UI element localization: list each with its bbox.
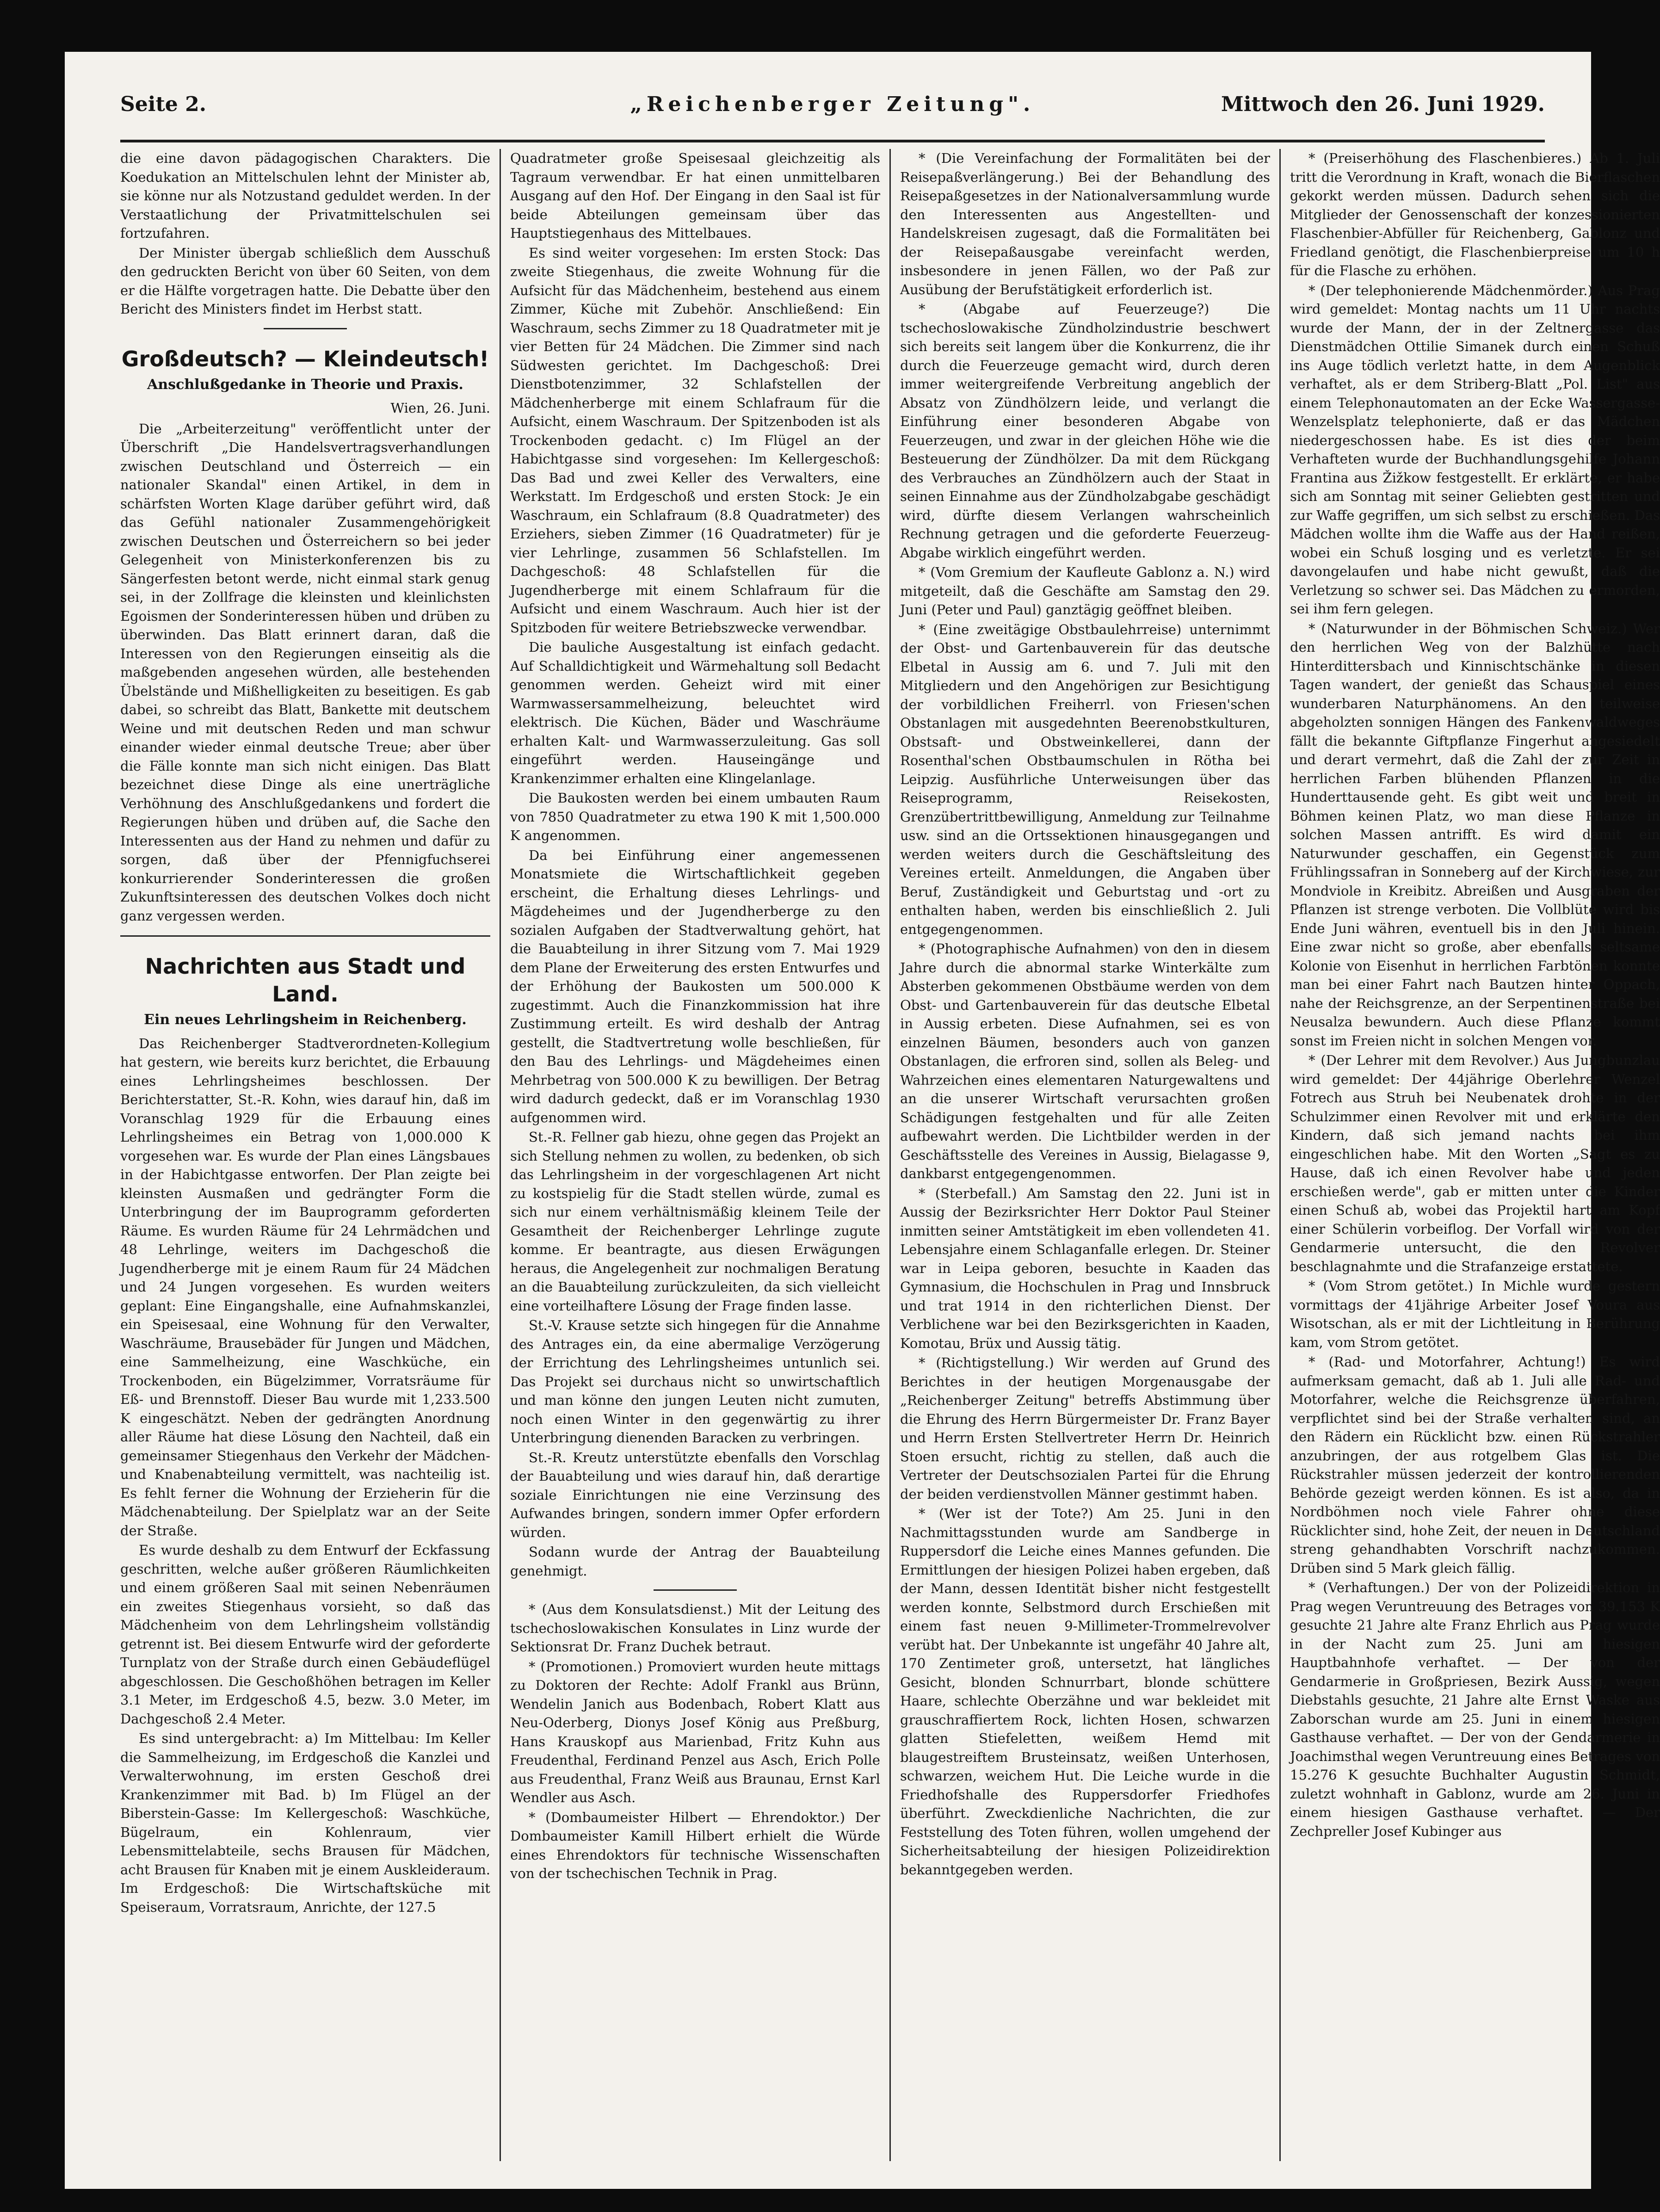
paragraph: Sodann wurde der Antrag der Bauabteilung genehmigt.: [510, 1544, 880, 1579]
column-3: [900, 149, 1270, 2161]
news-item: * (Die Vereinfachung der Formalitäten bei der Reisepaßverlängerung.) Bei der Behandlung des Reisepaßgesetzes in der Nationalversammlung wurde den Interessenten aus Angestellten- und Handelskreisen zugesagt, daß die Formalitäten bei der Reisepaßausgabe vereinfacht werden, insbesondere in jenen Fällen, wo der Paß zur Ausübung der Berufstätigkeit erforderlich ist.: [900, 150, 1270, 297]
separator: [120, 935, 490, 937]
news-item: * (Abgabe auf Feuerzeuge?) Die tschechoslowakische Zündholzindustrie beschwert sich bereits seit langem über die Konkurrenz, die ihr durch die Feuerzeuge gemacht wird, durch deren immer weitergreifende Verbreitung angeblich der Absatz von Zündhölzern leide, und verlangt die Einführung einer besonderen Abgabe von Feuerzeugen, und zwar in der gleichen Höhe wie die Besteuerung der Zündhölzer. Da mit dem Rückgang des Verbrauches an Zündhölzern auch der Staat in seinen Einnahme aus der Zündholzabgabe geschädigt wird, dürfte diesem Verlangen wahrscheinlich Rechnung getragen und die geforderte Feuerzeug-Abgabe wirklich eingeführt werden.: [900, 301, 1270, 561]
paragraph: Es sind untergebracht: a) Im Mittelbau: Im Keller die Sammelheizung, im Erdgeschoß die Kanzlei und Verwalterwohnung, im ersten Geschoß drei Krankenzimmer mit Bad. b) Im Flügel an der Biberstein-Gasse: Im Kellergeschoß: Waschküche, Bügelraum, ein Kohlenraum, vier Lebensmittelabteile, sechs Brausen für Mädchen, acht Brausen für Knaben mit je einem Auskleideraum. Im Erdgeschoß: Die Wirtschaftsküche mit Speiseraum, Vorratsraum, Anrichte, der 127.5: [120, 1730, 490, 1915]
news-item: * (Der Lehrer mit dem Revolver.) Aus Jungbunzlau wird gemeldet: Der 44jährige Oberlehrer Wenzel Fotrech aus Struh bei Neubenatek drohte in der Schulzimmer einen Revolver mit und erklärte den Kindern, daß sich jemand nachts bei ihm eingeschlichen habe. Mit den Worten „Sagt es zu Hause, daß ich einen Revolver habe und jeden erschießen werde", gab er mitten unter die Kinder einen Schuß ab, wobei das Projektil hart am Kopf einer Schülerin vorbeiflog. Der Vorfall wird von der Gendarmerie untersucht, die den Revolver beschlagnahmte und die Strafanzeige erstattete.: [1290, 1052, 1660, 1274]
article-columns: [120, 149, 1660, 2161]
article-headline: Großdeutsch? — Kleindeutsch!: [121, 346, 489, 371]
paragraph: die eine davon pädagogischen Charakters. Die Koedukation an Mittelschulen lehnt der Minister ab, sie könne nur als Notzustand geduldet werden. In der Verstaatlichung der Privatmittelschulen sei fortzufahren.: [120, 150, 490, 241]
paragraph: Das Reichenberger Stadtverordneten-Kollegium hat gestern, wie bereits kurz berichtet, die Erbauung eines Lehrlingsheimes beschlossen. Der Berichterstatter, St.-R. Kohn, wies darauf hin, daß im Voranschlag 1929 für die Erbauung eines Lehrlingsheimes ein Betrag von 1,000.000 K vorgesehen war. Es wurde der Plan eines Längsbaues in der Habichtgasse entworfen. Der Plan zeigte bei kleinsten Ausmaßen und gedrängter Form die Unterbringung der im Bauprogramm geforderten Räume. Es wurden Räume für 24 Lehrmädchen und 48 Lehrlinge, weiters im Dachgeschoß die Jugendherberge mit je einem Raum für 24 Mädchen und 24 Jungen vorgesehen. Es wurden weiters geplant: Eine Eingangshalle, eine Aufnahmskanzlei, ein Speisesaal, eine Wohnung für den Verwalter, Waschräume, Brausebäder für Jungen und Mädchen, eine Sammelheizung, eine Waschküche, ein Trockenboden, ein Bügelzimmer, Vorratsräume für Eß- und Brennstoff. Dieser Bau wurde mit 1,233.500 K eingeschätzt. Neben der gedrängten Anordnung aller Räume hat diese Lösung den Nachteil, daß ein gemeinsamer Stiegenhaus den Verkehr der Mädchen- und Knabenabteilung vermittelt, was nachteilig ist. Es fehlt ferner die Wohnung der Erzieherin für die Mädchenabteilung. Der Spielplatz war an der Seite der Straße.: [120, 1035, 490, 1539]
news-item: * (Wer ist der Tote?) Am 25. Juni in den Nachmittagsstunden wurde am Sandberge in Ruppersdorf die Leiche eines Mannes gefunden. Die Ermittlungen der hiesigen Polizei haben ergeben, daß der Mann, dessen Identität bisher nicht festgestellt werden konnte, Selbstmord durch Erschießen mit einem fast neuen 9-Millimeter-Trommelrevolver verübt hat. Der Unbekannte ist ungefähr 40 Jahre alt, 170 Zentimeter groß, untersetzt, hat längliches Gesicht, blonden Schnurrbart, blonde schüttere Haare, schlechte Oberzähne und war bekleidet mit grauschraffiertem Rock, lichten Hosen, schwarzen glatten Stiefeletten, weißem Hemd mit blaugestreiftem Brusteinsatz, weißen Unterhosen, schwarzen, weichem Hut. Die Leiche wurde in die Friedhofshalle des Ruppersdorfer Friedhofes überführt. Zweckdienliche Nachrichten, die zur Feststellung des Toten führen, wollen umgehend der Sicherheitsabteilung der hiesigen Polizeidirektion bekanntgegeben werden.: [900, 1506, 1270, 1878]
article-subheadline: Ein neues Lehrlingsheim in Reichenberg.: [144, 1012, 467, 1028]
news-item: * (Eine zweitägige Obstbaulehrreise) unternimmt der Obst- und Gartenbauverein für das deutsche Elbetal in Aussig am 6. und 7. Juli mit den Mitgliedern und den Angehörigen zur Besichtigung der vorbildlichen Freiherrl. von Friesen'schen Obstanlagen mit ausgedehnten Beerenobstkulturen, Obstsaft- und Obstweinkellerei, dann der Rosenthal'schen Obstbaumschulen in Rötha bei Leipzig. Ausführliche Unterweisungen über das Reiseprogramm, Reisekosten, Grenzübertrittbewilligung, Anmeldung zur Teilnahme usw. sind an die Ortssektionen hinausgegangen und werden weiters durch die Geschäftsleitung des Vereines erteilt. Anmeldungen, die Angaben über Beruf, Zuständigkeit und Geburtstag und -ort zu enthalten haben, werden bis einschließlich 2. Juli entgegengenommen.: [900, 621, 1270, 937]
paragraph: Es sind weiter vorgesehen: Im ersten Stock: Das zweite Stiegenhaus, die zweite Wohnung für die Aufsicht für das Mädchenheim, bestehend aus einem Zimmer, Küche mit Zubehör. Anschließend: Ein Waschraum, sechs Zimmer zu 18 Quadratmeter mit je vier Betten für 24 Mädchen. Die Zimmer sind nach Südwesten gerichtet. Im Dachgeschoß: Drei Dienstbotenzimmer, 32 Schlafstellen der Mädchenherberge mit einem Schlafraum für die Aufsicht, einem Waschraum. Der Spitzenboden ist als Trockenboden gedacht. c) Im Flügel an der Habichtgasse sind vorgesehen: Im Kellergeschoß: Das Bad und zwei Keller des Verwalters, eine Werkstatt. Im Erdgeschoß und ersten Stock: Je ein Waschraum, ein Schlafraum (8.8 Quadratmeter) des Erziehers, sieben Zimmer (16 Quadratmeter) für je vier Lehrlinge, zusammen 56 Schlafstellen. Im Dachgeschoß: 48 Schlafstellen für die Jugendherberge mit einem Schlafraum für die Aufsicht und einem Waschraum. Auch hier ist der Spitzboden für weitere Betriebszwecke verwendbar.: [510, 245, 880, 636]
news-item: * (Naturwunder in der Böhmischen Schweiz.) Wer den herrlichen Weg von der Balzhütte nach Hinterdittersbach und Kinnischtschänke in diesen Tagen wandert, der genießt das Schauspiel eines wunderbaren Naturphänomens. An den teilweise abgeholzten sonnigen Hängen des Fankenwaldweges fällt die bekannte Giftpflanze Fingerhut angesiedelt und derart vermehrt, daß die Zahl der zur Zeit in herrlichen Farben blühenden Pflanzen in die Hunderttausende geht. Es gibt weit und breit in Böhmen keinen Platz, wo man diese Pflanze in solchen Massen antrifft. Es wird damit ein Naturwunder geschaffen, ein Gegenstück zum Frühlingssafran in Sonneberg auf der Kirchwiese, zur Mondviole in Kreibitz. Abreißen und Ausgraben der Pflanzen ist strenge verboten. Die Vollblüte wird bis Ende Juni währen, eventuell bis in den Juli hinein. Eine zwar nicht so große, aber ebenfalls seltsame Kolonie von Eisenhut in herrlichen Farbtönen konnte man bei einer Fahrt nach Bautzen hinter Oppach, nahe der Reichsgrenze, an der Serpentinenstraße bei Neusalza bewundern. Auch diese Pflanze kommt sonst im Freien nicht in solchen Mengen vor.: [1290, 620, 1660, 1049]
news-item: * (Der telephonierende Mädchenmörder.) Aus Prag wird gemeldet: Montag nachts um 11 Uhr nachts wurde der Mann, der in der Zeltnergasse das Dienstmädchen Ottilie Simanek durch einen Schuß ins Auge tödlich verletzt hatte, in dem Augenblick verhaftet, als er dem Striberg-Blatt „Pol. List" aus einem Telephonautomaten an der Ecke Wassergasse-Wenzelsplatz telephonierte, daß er das Mädchen niedergeschossen habe. Es ist dies der beim Verhafteten wurde der Buchhandlungsgehilfe Johann Frantina aus Žižkow festgestellt. Er erklärte, er habe sich am Sonntag mit seiner Geliebten gestritten und zur Waffe gegriffen, um sich selbst zu erschießen. Das Mädchen wollte ihm die Waffe aus der Hand reißen, wobei ein Schuß losging und es verletzte. Er sei davongelaufen und habe nicht gewußt, daß die Verletzung so schwer sei. Das Mädchen zu ermorden, sei ihm fern gelegen.: [1290, 282, 1660, 617]
paragraph: Es wurde deshalb zu dem Entwurf der Eckfassung geschritten, welche außer größeren Räumlichkeiten und einem größeren Saal mit seinen Nebenräumen ein zweites Stiegenhaus vorsieht, so daß das Mädchenheim von dem Lehrlingsheim vollständig getrennt ist. Bei diesem Entwurfe wird der geforderte Turnplatz von der Straße durch einen Gebäudeflügel abgeschlossen. Die Geschoßhöhen betragen im Keller 3.1 Meter, im Erdgeschoß 4.5, bezw. 3.0 Meter, im Dachgeschoß 2.4 Meter.: [120, 1542, 490, 1727]
newspaper-title: „Reichenberger Zeitung".: [630, 93, 1035, 116]
news-item: * (Vom Gremium der Kaufleute Gablonz a. N.) wird mitgeteilt, daß die Geschäfte am Samstag den 29. Juni (Peter und Paul) ganztägig geöffnet bleiben.: [900, 564, 1270, 618]
column-rule: [889, 149, 891, 2161]
news-item: * (Verhaftungen.) Der von der Polizeidirektion in Prag wegen Veruntreuung des Betrages von 39.153 K gesuchte 21 Jahre alte Franz Ehrlich aus Prag wurde in der Nacht zum 25. Juni am hiesigen Hauptbahnhofe verhaftet. — Der von der Gendarmerie in Großpriesen, Bezirk Aussig, wegen Diebstahls gesuchte, 21 Jahre alte Ernst Waske aus Zaborschan wurde am 25. Juni in einem hiesigen Gasthause verhaftet. — Der von der Gendarmerie in Joachimsthal wegen Veruntreuung eines Betrages von 15.276 K gesuchte Buchhalter Augustin Schmidt, zuletzt wohnhaft in Gablonz, wurde am 26. Juni in einem hiesigen Gasthause verhaftet. — Der Zechpreller Josef Kubinger aus: [1290, 1580, 1660, 1839]
issue-date: Mittwoch den 26. Juni 1929.: [1221, 93, 1545, 116]
page-header: [120, 84, 1545, 142]
paragraph: Da bei Einführung einer angemessenen Monatsmiete die Wirtschaftlichkeit gegeben erscheint, die Erhaltung dieses Lehrlings- und Mägdeheimes und der Jugendherberge zu den sozialen Aufgaben der Stadtverwaltung gehört, hat die Bauabteilung in ihrer Sitzung vom 7. Mai 1929 dem Plane der Erweiterung des ersten Entwurfes und der Erhöhung der Baukosten um 500.000 K zugestimmt. Auch die Finanzkommission hat ihre Zustimmung erteilt. Es wird deshalb der Antrag gestellt, die Stadtvertretung wolle beschließen, für den Bau des Lehrlings- und Mägdeheimes einen Mehrbetrag von 500.000 K zu bewilligen. Der Betrag wird dadurch gedeckt, daß er im Voranschlag 1930 aufgenommen wird.: [510, 847, 880, 1125]
paragraph: Die Baukosten werden bei einem umbauten Raum von 7850 Quadratmeter zu etwa 190 K mit 1,500.000 K angenommen.: [510, 790, 880, 843]
separator: [654, 1589, 737, 1591]
section-headline: Nachrichten aus Stadt und Land.: [145, 954, 466, 1007]
column-4: [1290, 149, 1660, 2161]
page-number: Seite 2.: [120, 93, 207, 116]
paragraph: Quadratmeter große Speisesaal gleichzeitig als Tagraum verwendbar. Er hat einen unmittelbaren Ausgang auf den Hof. Der Eingang in den Saal ist für beide Abteilungen gemeinsam über das Hauptstiegenhaus des Mittelbaues.: [510, 150, 880, 241]
news-item: * (Preiserhöhung des Flaschenbieres.) Ab 1. Juli tritt die Verordnung in Kraft, wonach die Bierflaschen gekorkt werden müssen. Dadurch sehen sich die Mitglieder der Genossenschaft der konzessionierten Flaschenbier-Abfüller für Reichenberg, Gablonz und Friedland genötigt, die Flaschenbierpreise um 10 h für die Flasche zu erhöhen.: [1290, 150, 1660, 278]
news-item: * (Richtigstellung.) Wir werden auf Grund des Berichtes in der heutigen Morgenausgabe der „Reichenberger Zeitung" betreffs Abstimmung über die Ehrung des Herrn Bürgermeister Dr. Franz Bayer und Herrn Ersten Stellvertreter Herrn Dr. Heinrich Stoen ersucht, richtig zu stellen, daß auch die Vertreter der Deutschsozialen Partei für die Ehrung der beiden verdienstvollen Männer gestimmt haben.: [900, 1355, 1270, 1502]
paragraph: St.-V. Krause setzte sich hingegen für die Annahme des Antrages ein, da eine abermalige Verzögerung der Errichtung des Lehrlingsheimes untunlich sei. Das Projekt sei durchaus nicht so unwirtschaftlich und man könne den jungen Leuten nicht zumuten, noch einen Winter in den gegenwärtig zu ihrer Unterbringung dienenden Baracken zu verbringen.: [510, 1317, 880, 1446]
paragraph: Die bauliche Ausgestaltung ist einfach gedacht. Auf Schalldichtigkeit und Wärmehaltung soll Bedacht genommen werden. Geheizt wird mit einer Warmwassersammelheizung, beleuchtet wird elektrisch. Die Küchen, Bäder und Waschräume erhalten Kalt- und Warmwasserzuleitung. Gas soll eingeführt werden. Hauseingänge und Krankenzimmer erhalten eine Klingelanlage.: [510, 639, 880, 786]
paragraph: Der Minister übergab schließlich dem Ausschuß den gedruckten Bericht von über 60 Seiten, von dem er die Hälfte vorgetragen hatte. Die Debatte über den Bericht des Ministers findet im Herbst statt.: [120, 245, 490, 317]
column-2: [510, 149, 880, 2161]
newspaper-page: [65, 52, 1660, 2189]
column-rule: [500, 149, 501, 2161]
news-item: * (Rad- und Motorfahrer, Achtung!) Es wird aufmerksam gemacht, daß ab 1. Juli alle Rad- und Motorfahrer, welche die Reichsgrenze überfahren, verpflichtet sind bei der Straße verhalten sind, an den Rädern ein Rücklicht bzw. einen Rückstrahler anzubringen, der aus rotgelbem Glas ist. Die Rückstrahler müssen jederzeit der kontrollierenden Behörde gezeigt werden können. Es ist also, da in Nordböhmen noch viele Fahrer ohne diese Rücklichter sind, hohe Zeit, der neuen in Deutschland streng gehandhabten Vorschrift nachzukommen. Drüben sind 5 Mark gleich fällig.: [1290, 1354, 1660, 1576]
news-item: * (Photographische Aufnahmen) von den in diesem Jahre durch die abnormal starke Winterkälte zum Absterben gekommenen Obstbäume werden von dem Obst- und Gartenbauverein für das deutsche Elbetal in Aussig erbeten. Diese Aufnahmen, sei es von einzelnen Bäumen, besonders auch von ganzen Obstanlagen, die erfroren sind, sollen als Beleg- und Wahrzeichen eines elementaren Naturgewaltens und an die unserer Wirtschaft verursachten großen Schädigungen festgehalten und für alle Zeiten aufbewahrt werden. Die Lichtbilder werden in der Geschäftsstelle des Vereines in Aussig, Bielagasse 9, dankbarst entgegengenommen.: [900, 941, 1270, 1181]
news-item: * (Vom Strom getötet.) In Michle wurde gestern vormittags der 41jährige Arbeiter Josef Voura aus Wisotschan, als er mit der Lichtleitung in Berührung kam, vom Strom getötet.: [1290, 1278, 1660, 1350]
news-item: * (Sterbefall.) Am Samstag den 22. Juni ist in Aussig der Bezirksrichter Herr Doktor Paul Steiner inmitten seiner Amtstätigkeit im eben vollendeten 41. Lebensjahre einem Schlaganfalle erlegen. Dr. Steiner war in Leipa geboren, besuchte in Kaaden das Gymnasium, die Hochschulen in Prag und Innsbruck und trat 1914 in den richterlichen Dienst. Der Verblichene war bei den Bezirksgerichten in Kaaden, Komotau, Brüx und Aussig tätig.: [900, 1185, 1270, 1351]
separator: [264, 328, 347, 329]
paragraph: St.-R. Kreutz unterstützte ebenfalls den Vorschlag der Bauabteilung und wies darauf hin, daß derartige soziale Einrichtungen nie eine Verzinsung des Aufwandes bringen, sondern immer Opfer erfordern würden.: [510, 1449, 880, 1540]
column-rule: [1279, 149, 1281, 2161]
column-1: [120, 149, 490, 2161]
dateline: Wien, 26. Juni.: [390, 400, 490, 416]
paragraph: St.-R. Fellner gab hiezu, ohne gegen das Projekt an sich Stellung nehmen zu wollen, zu bedenken, ob sich das Lehrlingsheim in der vorgeschlagenen Art nicht zu kostspielig für die Stadt stellen würde, zumal es sich nur einem verhältnismäßig kleinem Teile der Gesamtheit der Reichenberger Lehrlinge zugute komme. Er beantragte, aus diesen Erwägungen heraus, die Angelegenheit zur nochmaligen Beratung an die Bauabteilung zurückzuleiten, da sich vielleicht eine vorteilhaftere Lösung der Frage finden lasse.: [510, 1129, 880, 1314]
news-item: * (Promotionen.) Promoviert wurden heute mittags zu Doktoren der Rechte: Adolf Frankl aus Brünn, Wendelin Janich aus Bodenbach, Robert Klatt aus Neu-Oderberg, Dionys Josef König aus Preßburg, Hans Krauskopf aus Marienbad, Fritz Kuhn aus Freudenthal, Ferdinand Penzel aus Asch, Erich Polle aus Freudenthal, Franz Weiß aus Braunau, Ernst Karl Wendler aus Asch.: [510, 1658, 880, 1805]
article-subheadline: Anschlußgedanke in Theorie und Praxis.: [147, 376, 463, 393]
news-item: * (Aus dem Konsulatsdienst.) Mit der Leitung des tschechoslowakischen Konsulates in Linz wurde der Sektionsrat Dr. Franz Duchek betraut.: [510, 1601, 880, 1655]
paragraph: Die „Arbeiterzeitung" veröffentlicht unter der Überschrift „Die Handelsvertragsverhandlungen zwischen Deutschland und Österreich — ein nationaler Skandal" einen Artikel, in dem in schärfsten Worten Klage darüber geführt wird, daß das Gefühl nationaler Zusammengehörigkeit zwischen Deutschen und Österreichern so bei jeder Gelegenheit von Ministerkonferenzen bis zu Sängerfesten betont werde, nicht einmal stark genug sei, in der Zollfrage die kleinsten und kleinlichsten Egoismen der Sonderinteressen hüben und drüben zu überwinden. Das Blatt erinnert daran, daß die Interessen von den Regierungen einseitig als die maßgebenden angesehen würden, alle bestehenden Übelstände und Mißhelligkeiten zu beseitigen. Es gab dabei, so schreibt das Blatt, Bankette mit deutschem Weine und mit deutschen Reden und man schwur einander wieder einmal deutsche Treue; aber über die Fälle konnte man sich nicht einigen. Das Blatt bezeichnet diese Dinge als eine unerträgliche Verhöhnung des Anschlußgedankens und fordert die Regierungen hüben und drüben auf, die Sache den Interessenten aus der Hand zu nehmen und dafür zu sorgen, daß über der Pfennigfuchserei konkurrierender Sonderinteressen die großen Zukunftsinteressen des deutschen Volkes doch nicht ganz vergessen werden.: [120, 420, 490, 924]
news-item: * (Dombaumeister Hilbert — Ehrendoktor.) Der Dombaumeister Kamill Hilbert erhielt die Würde eines Ehrendoktors für technische Wissenschaften von der tschechischen Technik in Prag.: [510, 1809, 880, 1881]
